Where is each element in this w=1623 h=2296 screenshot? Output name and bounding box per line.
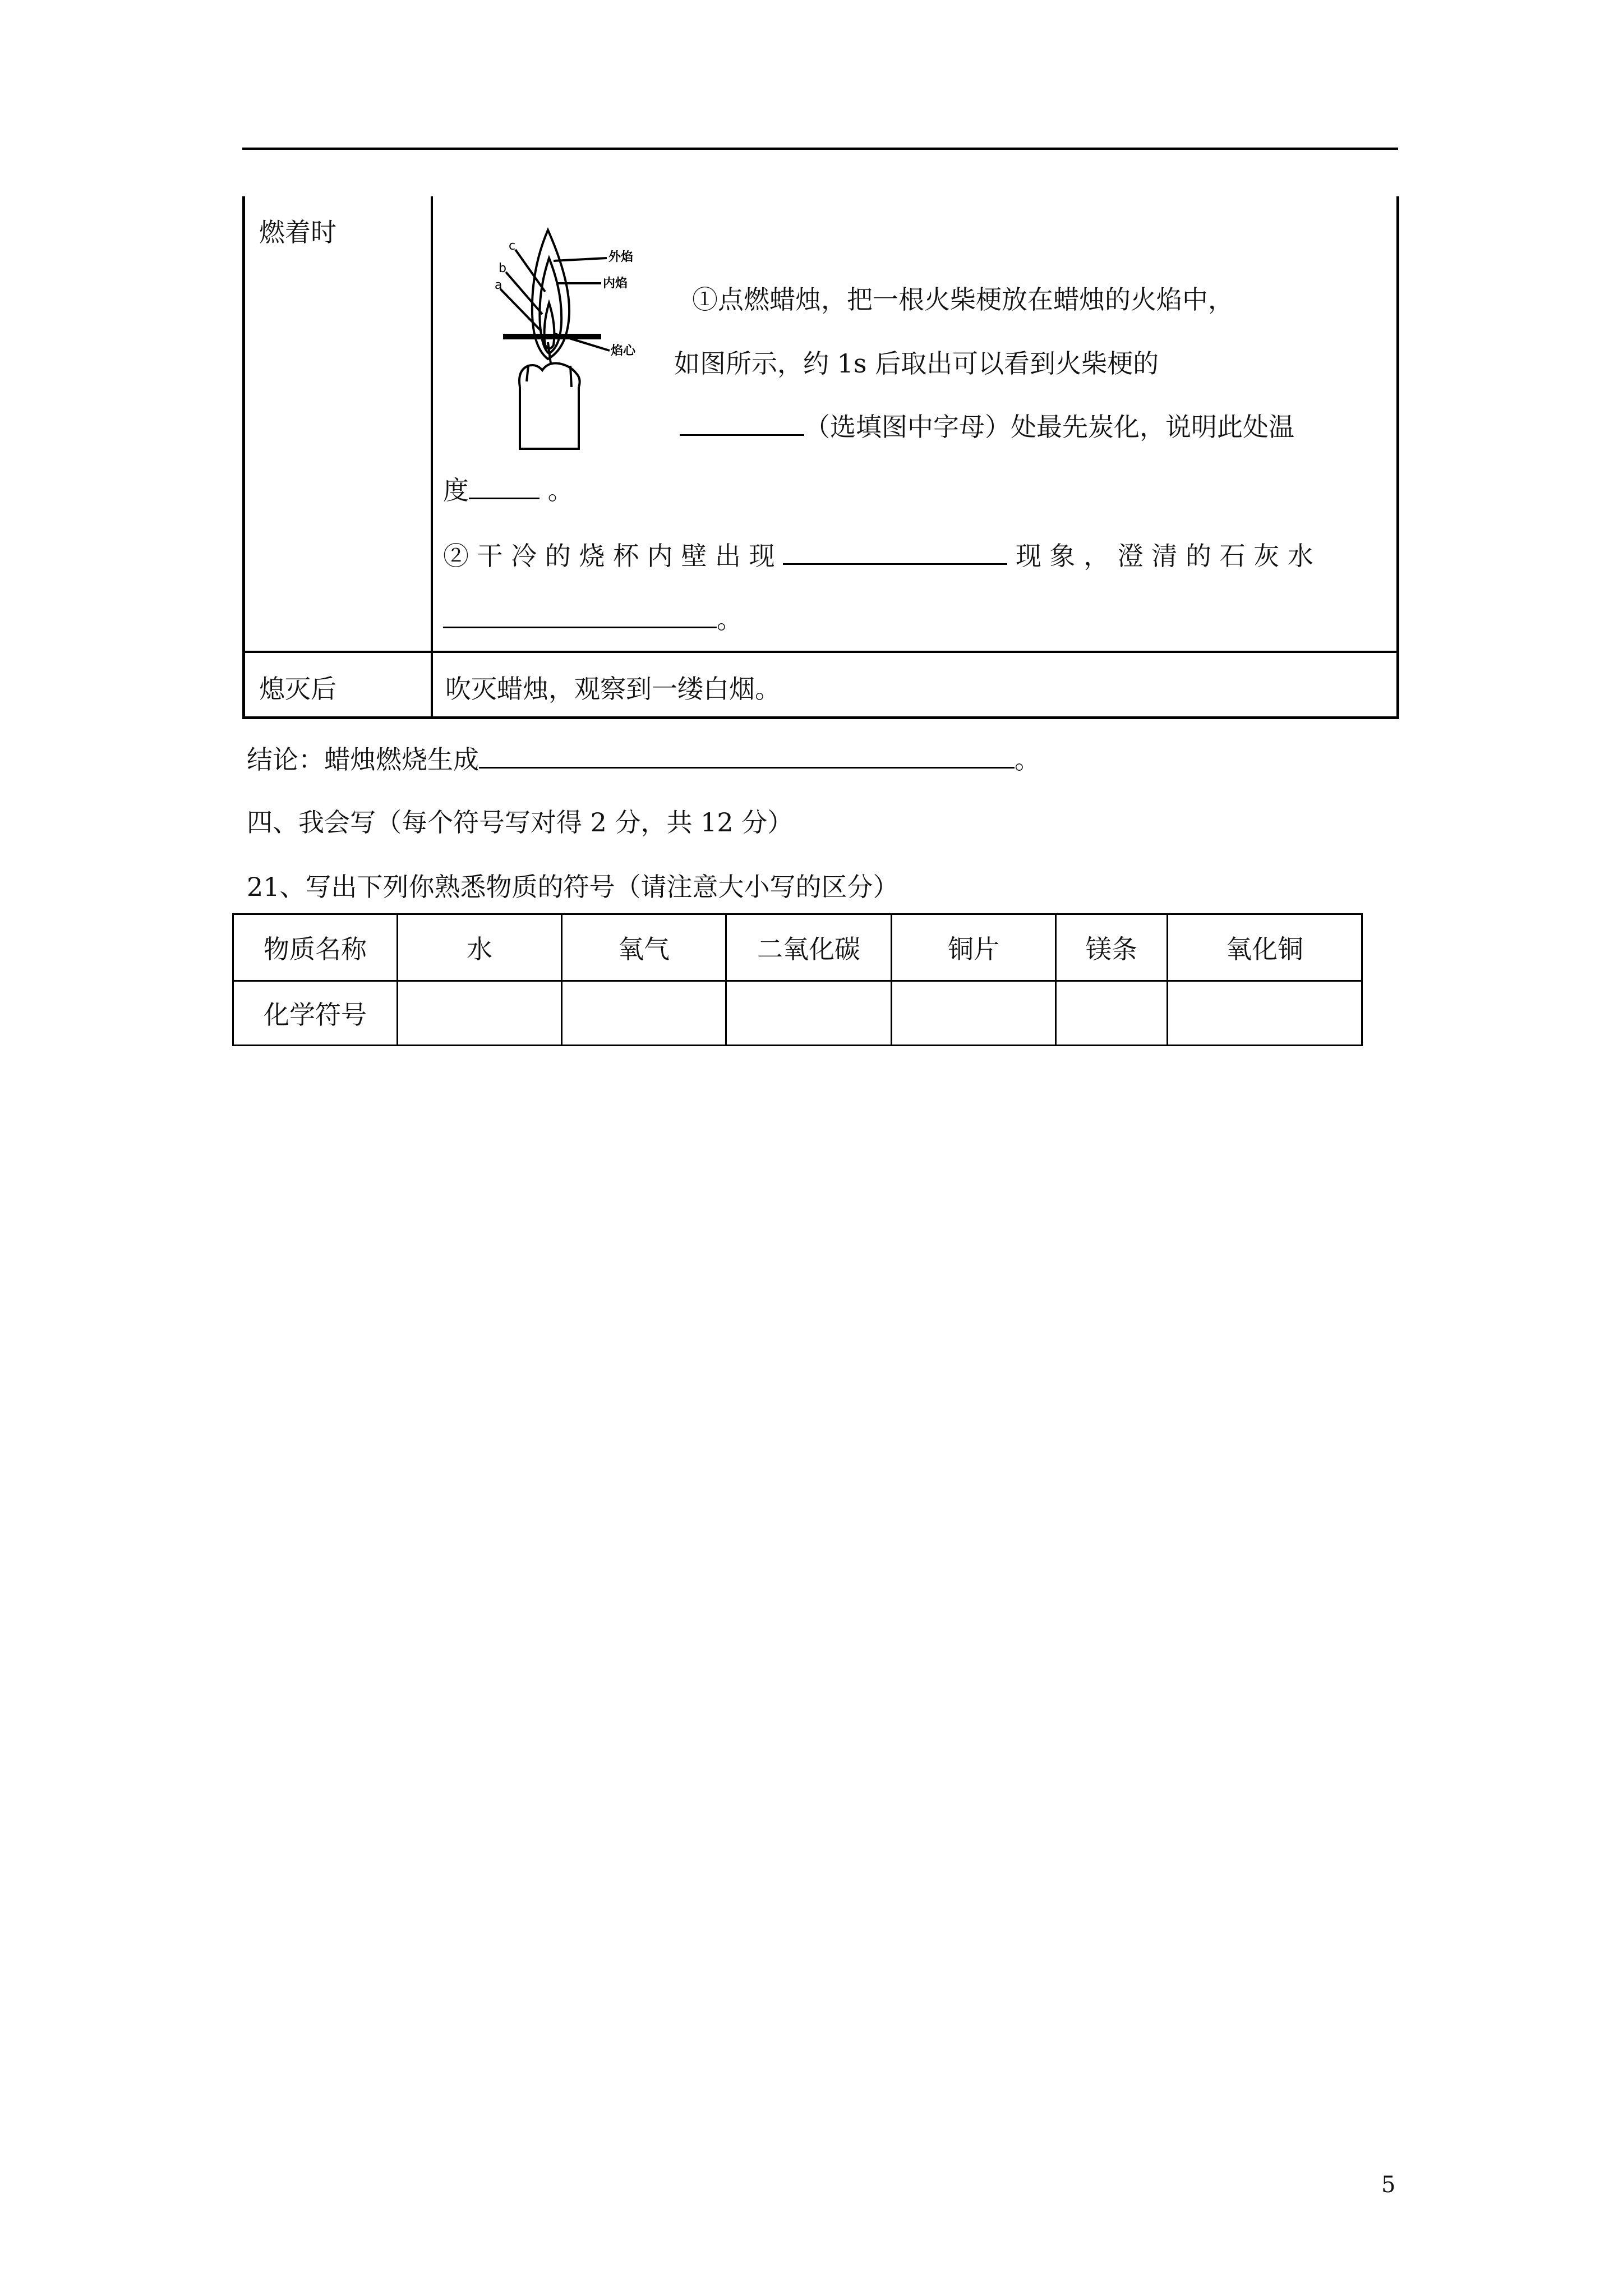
header-rule (242, 148, 1398, 150)
question-21: 21、写出下列你熟悉物质的符号（请注意大小写的区分） (247, 872, 899, 902)
answer-blank-temperature[interactable] (469, 475, 540, 499)
extinguished-text: 吹灭蜡烛，观察到一缕白烟。 (445, 674, 781, 704)
substance-copper-oxide: 氧化铜 (1168, 914, 1362, 981)
header-chemical-symbol: 化学符号 (233, 981, 398, 1046)
symbol-cell-oxygen[interactable] (562, 981, 726, 1046)
q2-line2-end: 。 (717, 604, 743, 634)
conclusion-end: 。 (1015, 744, 1040, 775)
table-column-divider (431, 196, 433, 719)
label-a: a (495, 278, 502, 292)
q1-line2: 如图所示，约 1s 后取出可以看到火柴梗的 (674, 348, 1159, 379)
label-b: b (499, 261, 506, 275)
header-substance-name: 物质名称 (233, 914, 398, 981)
symbol-cell-copper-sheet[interactable] (892, 981, 1056, 1046)
conclusion-line (247, 739, 1040, 776)
q2-line1-text: ② 干 冷 的 烧 杯 内 壁 出 现 (443, 541, 775, 571)
table-border-bottom (242, 716, 1399, 719)
table-row-divider (242, 651, 1399, 653)
conclusion-text: 结论：蜡烛燃烧生成 (247, 744, 479, 775)
answer-blank-phenomenon[interactable] (783, 541, 1007, 565)
q1-line3-text: （选填图中字母）处最先炭化，说明此处温 (804, 412, 1294, 442)
substance-magnesium-strip: 镁条 (1056, 914, 1168, 981)
page-number: 5 (1381, 2172, 1396, 2198)
answer-blank-letter[interactable] (680, 412, 804, 436)
answer-blank-conclusion[interactable] (479, 744, 1015, 769)
experiment-table (242, 196, 1399, 719)
q1-line1: ①点燃蜡烛，把一根火柴梗放在蜡烛的火焰中， (692, 284, 1234, 315)
candle-flame-diagram (464, 219, 636, 454)
substance-copper-sheet: 铜片 (892, 914, 1056, 981)
q1-line4-text: 度 (443, 475, 469, 505)
label-c: c (509, 239, 516, 253)
substance-carbon-dioxide: 二氧化碳 (726, 914, 892, 981)
q2-line1 (443, 536, 1313, 573)
substance-water: 水 (398, 914, 562, 981)
table-row-symbols (233, 981, 1362, 1046)
label-flame-core: 焰心 (611, 344, 636, 358)
table-border-left (242, 196, 245, 719)
stage-label-extinguished: 熄灭后 (259, 674, 336, 704)
stage-label-burning: 燃着时 (259, 217, 336, 247)
q2-line2 (443, 599, 743, 636)
q1-line3 (680, 407, 1294, 444)
table-border-right (1396, 196, 1399, 719)
section-title: 四、我会写（每个符号写对得 2 分，共 12 分） (247, 807, 794, 838)
label-outer-flame: 外焰 (608, 250, 634, 264)
substance-oxygen: 氧气 (562, 914, 726, 981)
q1-line4 (443, 470, 574, 507)
table-row-names (233, 914, 1362, 981)
q1-line4-end: 。 (540, 475, 574, 505)
q2-line1-text-after: 现 象 ， 澄 清 的 石 灰 水 (1015, 541, 1313, 571)
symbol-cell-magnesium-strip[interactable] (1056, 981, 1168, 1046)
symbol-cell-water[interactable] (398, 981, 562, 1046)
label-inner-flame: 内焰 (603, 277, 628, 291)
answer-blank-limewater[interactable] (443, 604, 717, 628)
symbol-cell-copper-oxide[interactable] (1168, 981, 1362, 1046)
symbol-cell-carbon-dioxide[interactable] (726, 981, 892, 1046)
symbol-table (232, 913, 1363, 1046)
